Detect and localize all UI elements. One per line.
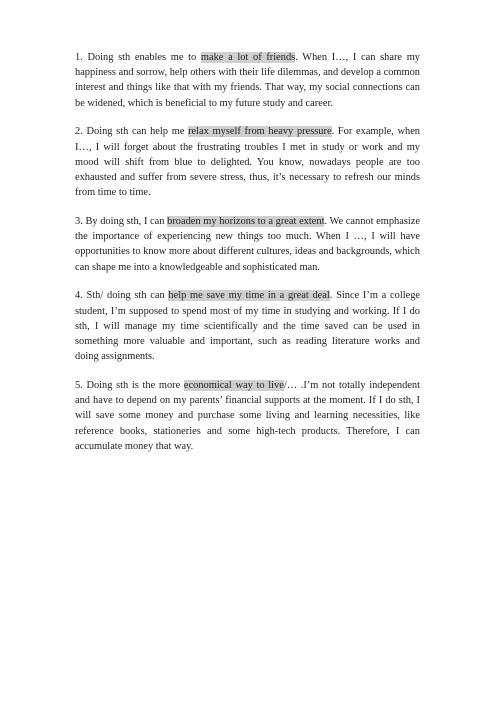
paragraph-3-highlight: broaden my horizons to a great extent	[167, 216, 325, 228]
paragraph-2-highlight: relax myself from heavy pressure	[188, 126, 332, 138]
paragraph-4	[75, 288, 420, 364]
paragraph-5	[75, 378, 420, 454]
paragraph-4-highlight: help me save my time in a great deal	[168, 290, 330, 302]
paragraph-1-lead: 1. Doing sth enables me to	[75, 52, 201, 63]
document-page	[75, 50, 420, 468]
paragraph-2-lead: 2. Doing sth can help me	[75, 126, 189, 138]
paragraph-3	[75, 214, 420, 275]
paragraph-5-lead: 5. Doing sth is the more	[75, 380, 184, 392]
paragraph-2	[75, 124, 420, 200]
paragraph-4-body: . Since I’m a college student, I’m supposed to spend most of my time in studying and working. If I do sth, I will manage my time scientifically and the time saved can be used in something more valuable and important, such as reading literature works and doing assignments.	[75, 290, 421, 363]
paragraph-1	[75, 50, 420, 111]
paragraph-2-body: . For example, when I…, I will forget about the frustrating troubles I met in study or work and my mood will shift from blue to delighted. You know, nowadays people are too exhausted and suffer from severe stress, thus, it’s necessary to refresh our minds from time to time.	[75, 126, 421, 199]
paragraph-1-body: . When I…, I can share my happiness and sorrow, help others with their life dilemmas, and develop a common interest and things like that with my friends. That way, my social connections can be widened, which is beneficial to my future study and career.	[75, 52, 420, 109]
paragraph-4-lead: 4. Sth/ doing sth can	[75, 290, 169, 302]
paragraph-3-lead: 3. By doing sth, I can	[75, 216, 168, 228]
paragraph-3-body: . We cannot emphasize the importance of experiencing new things too much. When I …, I will have opportunities to know more about different cultures, ideas and backgrounds, which can shape me into a knowledgeable and sophisticated man.	[75, 216, 420, 273]
paragraph-1-highlight: make a lot of friends	[200, 52, 296, 63]
paragraph-5-body: /… .I’m not totally independent and have to depend on my parents’ financial supports at the moment. If I do sth, I will save some money and purchase some living and learning necessities, like reference books, stationeries and some high-tech products. Therefore, I can accumulate money that way.	[75, 380, 420, 452]
paragraph-5-highlight: economical way to live	[183, 380, 284, 392]
